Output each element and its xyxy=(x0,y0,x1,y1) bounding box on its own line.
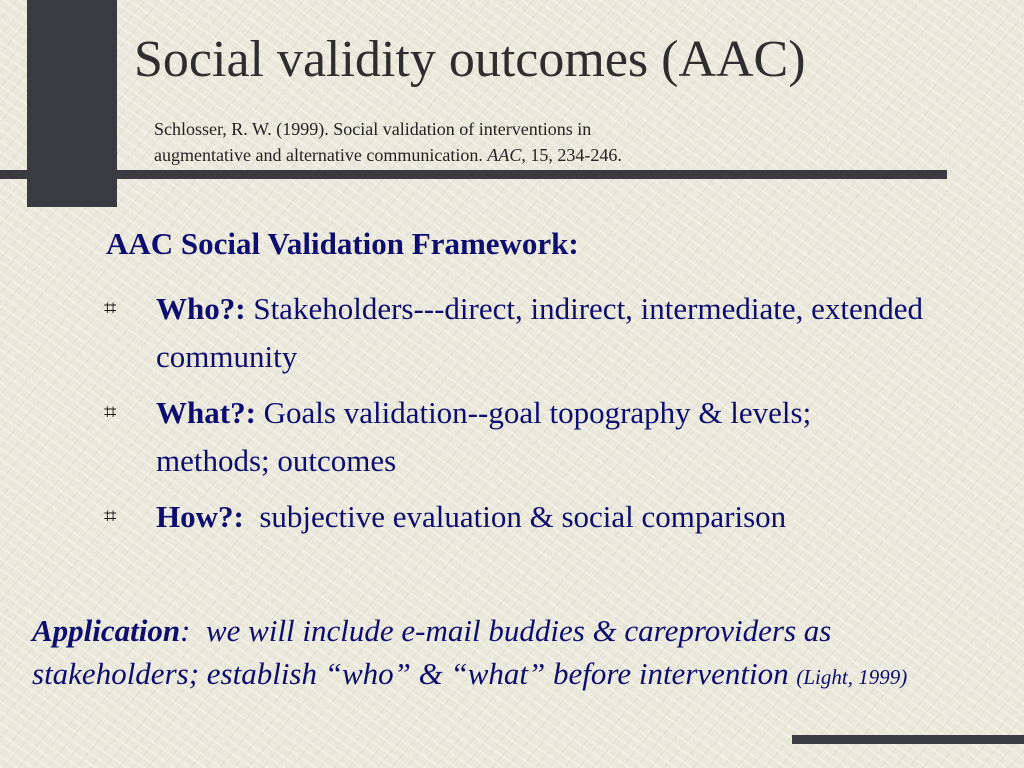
citation-line-1: Schlosser, R. W. (1999). Social validation of interventions in xyxy=(154,119,592,139)
hash-bullet-icon: ⌗ xyxy=(104,504,117,529)
citation-line-2: augmentative and alternative communication. xyxy=(154,145,488,165)
application-text: : we will include e-mail buddies & careproviders as stakeholders; establish “who” & “what” before intervention xyxy=(32,613,840,691)
bullet-text: Goals validation--goal topography & levels; methods; outcomes xyxy=(156,395,812,478)
application-citation: (Light, 1999) xyxy=(796,665,908,689)
bullet-how xyxy=(104,493,924,541)
hash-bullet-icon: ⌗ xyxy=(104,400,117,425)
slide-title: Social validity outcomes (AAC) xyxy=(134,31,806,88)
citation-journal: AAC xyxy=(487,145,522,165)
application-note xyxy=(32,609,932,699)
bullet-label: What?: xyxy=(156,395,256,430)
application-label: Application xyxy=(32,613,181,648)
footer-divider xyxy=(792,735,1024,744)
hash-bullet-icon: ⌗ xyxy=(104,296,117,321)
header-divider xyxy=(0,170,947,179)
bullet-who xyxy=(104,285,924,381)
bullet-label: How?: xyxy=(156,499,244,534)
bullet-text: Stakeholders---direct, indirect, intermediate, extended community xyxy=(156,291,923,374)
bullet-text: subjective evaluation & social comparison xyxy=(243,499,787,534)
citation xyxy=(154,116,794,168)
framework-heading: AAC Social Validation Framework: xyxy=(106,226,579,261)
bullet-label: Who?: xyxy=(156,291,246,326)
bullet-what xyxy=(104,389,924,485)
framework-bullet-list xyxy=(104,285,924,549)
citation-volume-pages: , 15, 234-246. xyxy=(521,145,622,165)
